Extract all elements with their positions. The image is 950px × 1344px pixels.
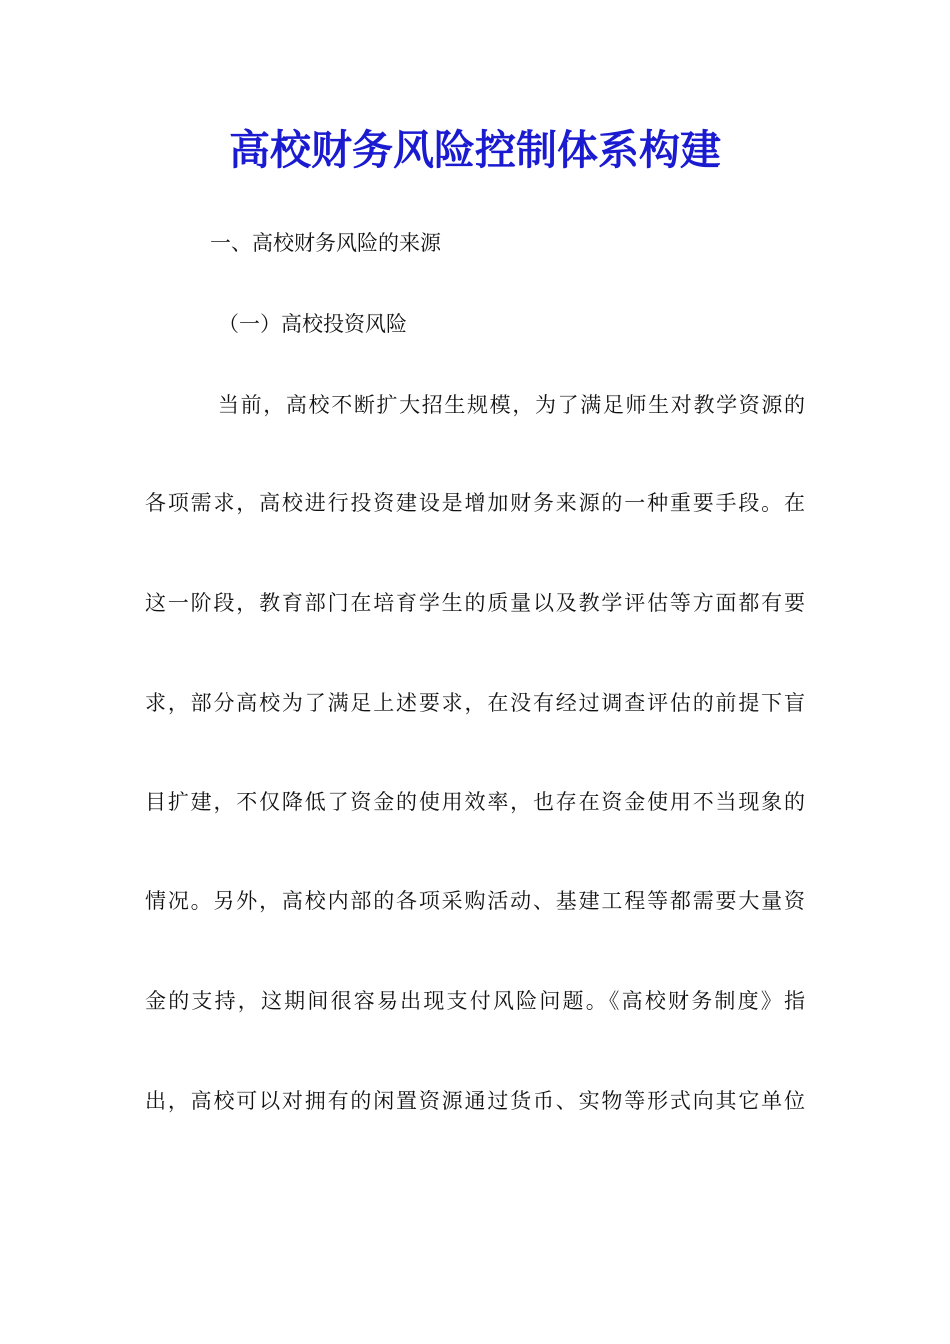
paragraph-line: 各项需求，高校进行投资建设是增加财务来源的一种重要手段。在 (145, 491, 805, 515)
paragraph-line: 金的支持，这期间很容易出现支付风险问题。《高校财务制度》指 (145, 989, 805, 1013)
subsection-heading: （一）高校投资风险 (218, 312, 407, 336)
paragraph-line: 情况。另外，高校内部的各项采购活动、基建工程等都需要大量资 (145, 889, 805, 913)
paragraph-line: 这一阶段，教育部门在培育学生的质量以及教学评估等方面都有要 (145, 591, 805, 615)
section-heading: 一、高校财务风险的来源 (210, 231, 441, 255)
paragraph-line: 求，部分高校为了满足上述要求，在没有经过调查评估的前提下盲 (145, 691, 805, 715)
document-title: 高校财务风险控制体系构建 (229, 126, 721, 174)
paragraph-line: 目扩建，不仅降低了资金的使用效率，也存在资金使用不当现象的 (145, 790, 805, 814)
paragraph-line: 当前，高校不断扩大招生规模，为了满足师生对教学资源的 (218, 393, 805, 417)
paragraph-line: 出，高校可以对拥有的闲置资源通过货币、实物等形式向其它单位 (145, 1089, 805, 1113)
